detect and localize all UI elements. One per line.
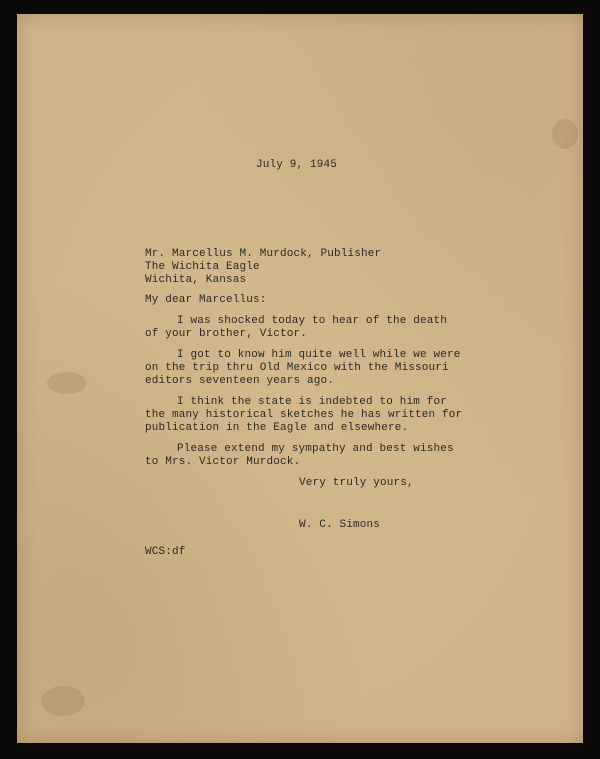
signature: W. C. Simons — [299, 519, 381, 531]
recipient-line: Mr. Marcellus M. Murdock, Publisher — [145, 248, 382, 260]
body-line: the many historical sketches he has written for — [145, 409, 463, 421]
body-line: I was shocked today to hear of the death — [177, 315, 448, 327]
paper-stain — [41, 686, 85, 716]
recipient-line: The Wichita Eagle — [145, 261, 260, 273]
paper-stain — [552, 119, 578, 149]
body-line: I got to know him quite well while we were — [177, 349, 461, 361]
letter-date: July 9, 1945 — [256, 159, 338, 171]
body-line: of your brother, Victor. — [145, 328, 308, 340]
body-line: I think the state is indebted to him for — [177, 396, 448, 408]
body-line: Please extend my sympathy and best wishes — [177, 443, 454, 455]
salutation: My dear Marcellus: — [145, 294, 267, 306]
paper-stain — [47, 372, 87, 394]
body-line: publication in the Eagle and elsewhere. — [145, 422, 409, 434]
body-line: to Mrs. Victor Murdock. — [145, 456, 301, 468]
body-line: on the trip thru Old Mexico with the Missouri — [145, 362, 449, 374]
recipient-line: Wichita, Kansas — [145, 274, 247, 286]
body-line: editors seventeen years ago. — [145, 375, 335, 387]
closing: Very truly yours, — [299, 477, 414, 489]
typist-initials: WCS:df — [145, 546, 186, 558]
